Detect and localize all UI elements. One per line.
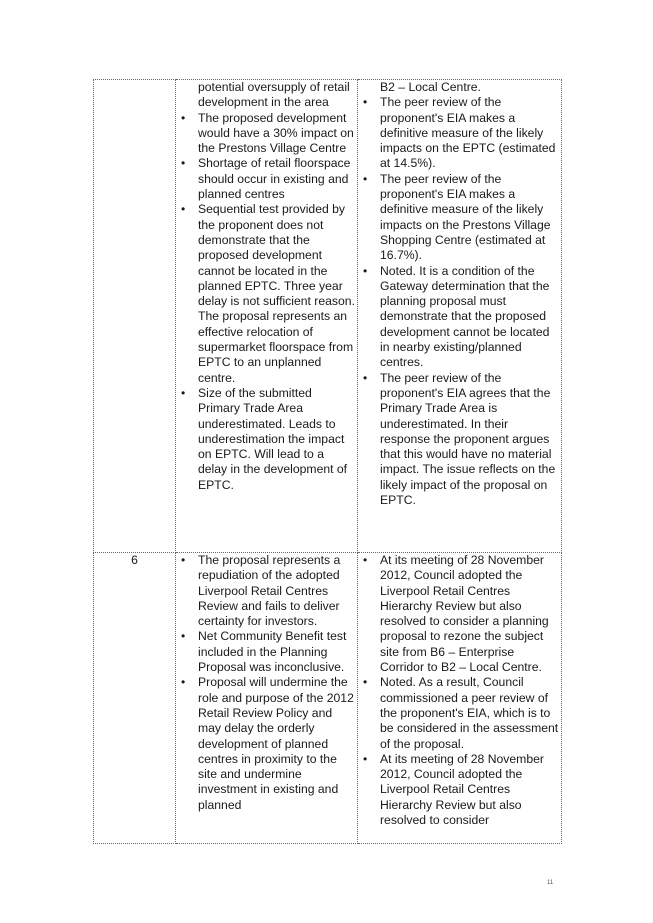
list-item: • The peer review of the proponent's EIA agrees that the Primary Trade Area is underestimated. In their response the proponent argues that this would have no material impact. The issue reflects on the likely impact of the proposal on EPTC.	[358, 371, 559, 509]
list-item: B2 – Local Centre.	[380, 80, 481, 94]
table-row	[94, 553, 562, 844]
submissions-table	[93, 79, 562, 844]
list-item: • The proposed development would have a 30% impact on the Prestons Village Centre	[176, 111, 355, 157]
response-cell	[358, 553, 562, 844]
row-number: 6	[94, 553, 176, 844]
page-number: 11	[547, 880, 554, 886]
list-item: • Shortage of retail floorspace should occur in existing and planned centres	[176, 156, 355, 202]
table-row	[94, 80, 562, 553]
response-cell	[358, 80, 562, 553]
submission-list	[176, 80, 357, 493]
list-item: • Size of the submitted Primary Trade Area underestimated. Leads to underestimation the impact on EPTC. Will lead to a delay in the development of EPTC.	[176, 386, 355, 493]
response-list	[358, 553, 561, 828]
list-item: • Noted. It is a condition of the Gateway determination that the planning proposal must demonstrate that the proposed development cannot be located in nearby existing/planned centres.	[358, 264, 559, 371]
submission-cell	[176, 80, 358, 553]
list-item: • At its meeting of 28 November 2012, Council adopted the Liverpool Retail Centres Hierarchy Review but also resolved to consider a planning proposal to rezone the subject site from B6 – Enterprise Corridor to B2 – Local Centre.	[358, 553, 559, 675]
list-item: • The peer review of the proponent's EIA makes a definitive measure of the likely impacts on the EPTC (estimated at 14.5%).	[358, 95, 559, 171]
list-item: • Net Community Benefit test included in the Planning Proposal was inconclusive.	[176, 629, 355, 675]
list-item: potential oversupply of retail development in the area	[198, 80, 350, 110]
list-item: • At its meeting of 28 November 2012, Council adopted the Liverpool Retail Centres Hierarchy Review but also resolved to consider	[358, 752, 559, 828]
list-item: • The proposal represents a repudiation of the adopted Liverpool Retail Centres Review and fails to deliver certainty for investors.	[176, 553, 355, 629]
submission-cell	[176, 553, 358, 844]
list-item: • Sequential test provided by the proponent does not demonstrate that the proposed development cannot be located in the planned EPTC. Three year delay is not sufficient reason. The proposal represents an effective relocation of supermarket floorspace from EPTC to an unplanned centre.	[176, 202, 355, 386]
list-item: • The peer review of the proponent's EIA makes a definitive measure of the likely impacts on the Prestons Village Shopping Centre (estimated at 16.7%).	[358, 172, 559, 264]
list-item: • Noted. As a result, Council commissioned a peer review of the proponent's EIA, which is to be considered in the assessment of the proposal.	[358, 675, 559, 751]
list-item: • Proposal will undermine the role and purpose of the 2012 Retail Review Policy and may delay the orderly development of planned centres in proximity to the site and undermine investment in existing and planned	[176, 675, 355, 813]
row-number	[94, 80, 176, 553]
submission-list	[176, 553, 357, 813]
response-list	[358, 80, 561, 508]
